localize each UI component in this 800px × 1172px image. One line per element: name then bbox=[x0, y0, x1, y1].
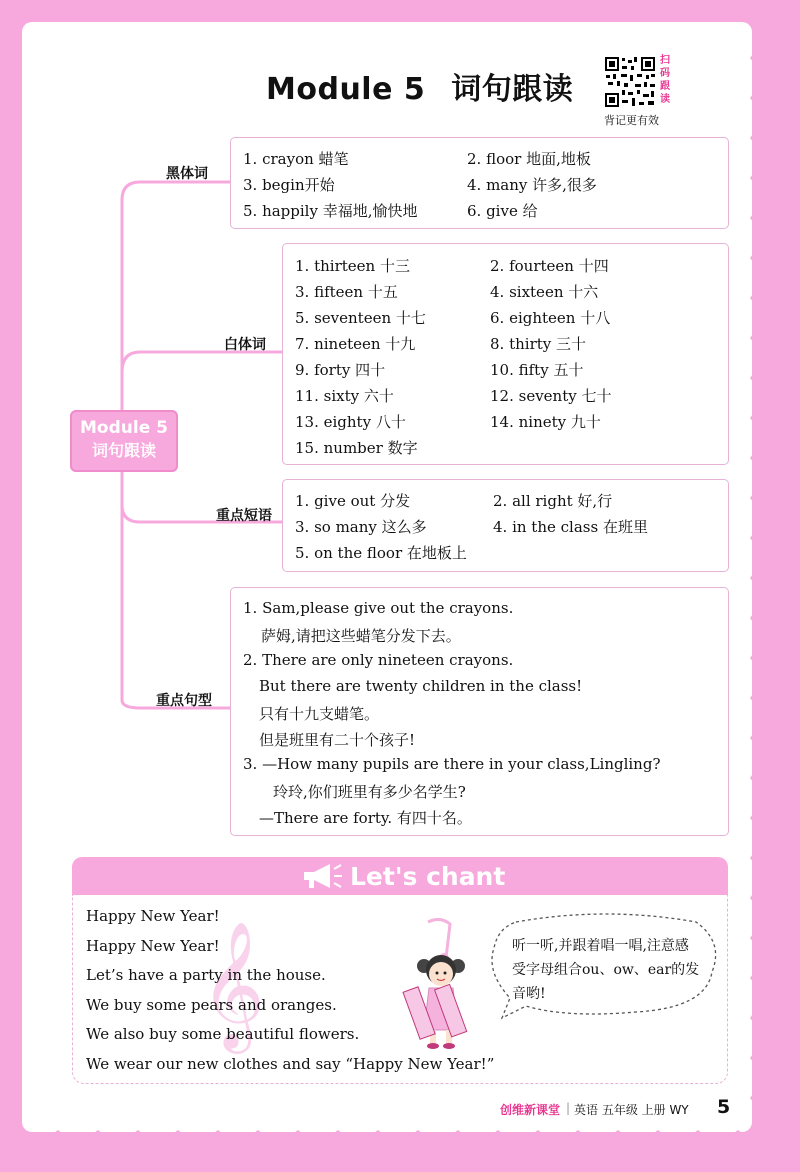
word-item: 4. many 许多,很多 bbox=[467, 176, 597, 194]
chant-line: We buy some pears and oranges. bbox=[86, 996, 337, 1014]
sentence-line: 但是班里有二十个孩子! bbox=[259, 731, 416, 749]
footer-separator: | bbox=[566, 1101, 571, 1115]
chant-line: We also buy some beautiful flowers. bbox=[86, 1025, 360, 1043]
megaphone-icon bbox=[300, 861, 344, 891]
footer-info: 英语 五年级 上册 WY bbox=[574, 1103, 689, 1117]
chant-line: Let’s have a party in the house. bbox=[86, 966, 326, 984]
word-item: 5. happily 幸福地,愉快地 bbox=[243, 202, 418, 220]
key-phrases-box bbox=[282, 479, 729, 572]
word-item: 1. crayon 蜡笔 bbox=[243, 150, 349, 168]
phrase-item: 1. give out 分发 bbox=[295, 492, 411, 510]
key-sentences-box bbox=[230, 587, 729, 836]
word-item: 3. begin开始 bbox=[243, 176, 335, 194]
phrase-item: 2. all right 好,行 bbox=[493, 492, 613, 510]
word-item: 4. sixteen 十六 bbox=[490, 283, 599, 301]
word-item: 2. floor 地面,地板 bbox=[467, 150, 591, 168]
word-item: 6. eighteen 十八 bbox=[490, 309, 611, 327]
sentence-line: 只有十九支蜡笔。 bbox=[259, 705, 380, 723]
word-item: 10. fifty 五十 bbox=[490, 361, 584, 379]
label-key-phrases: 重点短语 bbox=[216, 508, 272, 524]
sentence-line: 2. There are only nineteen crayons. bbox=[243, 651, 514, 669]
sentence-line: 玲玲,你们班里有多少名学生? bbox=[273, 783, 466, 801]
title-en: Module 5 bbox=[266, 72, 426, 107]
bold-words-box bbox=[230, 137, 729, 229]
sentence-line: 萨姆,请把这些蜡笔分发下去。 bbox=[261, 627, 461, 645]
treble-clef-icon: 𝄞 bbox=[200, 920, 266, 1048]
word-item: 2. fourteen 十四 bbox=[490, 257, 609, 275]
qr-caption: 背记更有效 bbox=[604, 114, 659, 127]
center-node bbox=[70, 410, 178, 472]
footer-brand: 创维新课堂 bbox=[500, 1103, 561, 1117]
center-node-line2: 词句跟读 bbox=[91, 441, 156, 460]
chant-title: Let's chant bbox=[350, 862, 506, 891]
speech-bubble-text: 听一听,并跟着唱一唱,注意感受字母组合ou、ow、ear的发音哟! bbox=[512, 938, 700, 1002]
word-item: 5. seventeen 十七 bbox=[295, 309, 426, 327]
label-white-words: 白体词 bbox=[224, 337, 266, 353]
girl-holding-banner-illustration bbox=[400, 918, 480, 1058]
label-key-sentences: 重点句型 bbox=[156, 693, 212, 709]
word-item: 11. sixty 六十 bbox=[295, 387, 394, 405]
word-item: 13. eighty 八十 bbox=[295, 413, 406, 431]
chant-line: Happy New Year! bbox=[86, 907, 220, 925]
wavy-border-bottom bbox=[18, 1130, 778, 1146]
page-number: 5 bbox=[717, 1096, 731, 1118]
word-item: 14. ninety 九十 bbox=[490, 413, 601, 431]
word-item: 9. forty 四十 bbox=[295, 361, 386, 379]
word-item: 1. thirteen 十三 bbox=[295, 257, 410, 275]
word-item: 3. fifteen 十五 bbox=[295, 283, 398, 301]
word-item: 6. give 给 bbox=[467, 202, 538, 220]
sentence-line: But there are twenty children in the class! bbox=[259, 677, 583, 695]
word-item: 12. seventy 七十 bbox=[490, 387, 612, 405]
sentence-line: 1. Sam,please give out the crayons. bbox=[243, 599, 514, 617]
sentence-line: 3. —How many pupils are there in your class,Lingling? bbox=[243, 755, 661, 773]
word-item: 7. nineteen 十九 bbox=[295, 335, 416, 353]
center-node-line1: Module 5 bbox=[80, 418, 168, 438]
sentence-line: —There are forty. 有四十名。 bbox=[259, 809, 472, 827]
word-item: 15. number 数字 bbox=[295, 439, 418, 457]
chant-line: We wear our new clothes and say “Happy New Year!” bbox=[86, 1055, 495, 1073]
title-cn: 词句跟读 bbox=[451, 72, 574, 107]
white-words-box bbox=[282, 243, 729, 465]
chant-line: Happy New Year! bbox=[86, 937, 220, 955]
phrase-item: 5. on the floor 在地板上 bbox=[295, 544, 467, 562]
phrase-item: 4. in the class 在班里 bbox=[493, 518, 648, 536]
qr-side-text: 扫码跟读 bbox=[660, 55, 670, 105]
phrase-item: 3. so many 这么多 bbox=[295, 518, 427, 536]
label-bold-words: 黑体词 bbox=[166, 166, 208, 182]
word-item: 8. thirty 三十 bbox=[490, 335, 587, 353]
